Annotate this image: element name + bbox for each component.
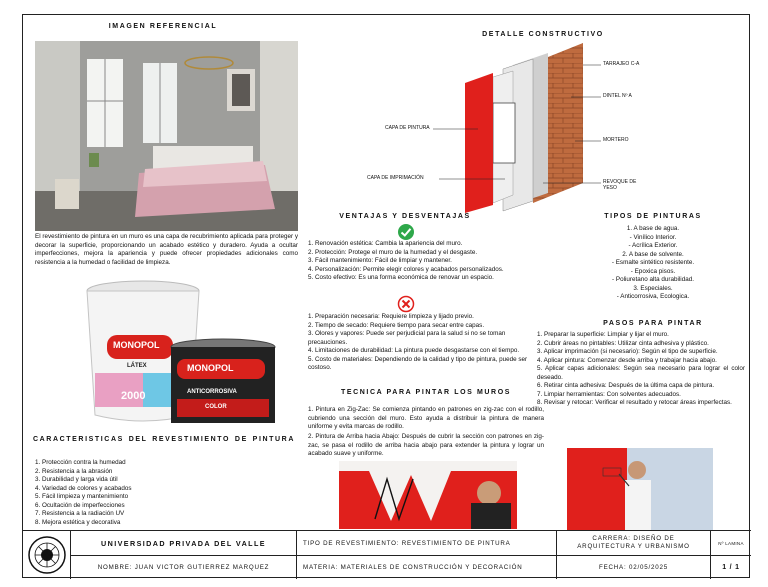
paint-products-photo — [83, 277, 283, 425]
list-item: 4. Aplicar pintura: Comenzar desde arriba y trabajar hacia abajo. — [537, 356, 717, 364]
check-icon — [397, 223, 415, 241]
list-item: 2. Resistencia a la abrasión — [35, 467, 113, 475]
list-item: 4. Limitaciones de durabilidad: La pintura puede desgastarse con el tiempo. — [308, 347, 520, 354]
can-line1: ANTICORROSIVA — [187, 389, 237, 395]
disadvantages-list — [308, 313, 544, 373]
university-name: UNIVERSIDAD PRIVADA DEL VALLE — [71, 531, 297, 555]
characteristics-list — [35, 459, 295, 527]
list-item: 5. Aplicar capas adicionales: Según sea necesario para lograr el color deseado. — [537, 365, 745, 381]
career: CARRERA: DISEÑO DE ARQUITECTURA Y URBANISMO — [557, 531, 711, 555]
sheet — [22, 14, 750, 578]
paint-types-list — [561, 225, 745, 302]
list-item: 3. Fácil mantenimiento: Fácil de limpiar y mantener. — [308, 257, 452, 264]
label-dintel: DINTEL Nº A — [603, 93, 632, 99]
bucket-brand: MONOPOL — [113, 340, 160, 350]
image-ref-title: IMAGEN REFERENCIAL — [108, 23, 218, 30]
intro-paragraph: El revestimiento de pintura en un muro es una capa de recubrimiento aplicada para proteger y decorar la superficie, proporcionando un acabado estético y duradero. Ayuda a ocultar imperfecciones, mejora la apariencia y puede ofrecer propiedades adicionales como resistencia a la humedad o facilidad de limpieza. — [35, 233, 298, 266]
sheet-number: 1 / 1 — [722, 563, 740, 571]
list-item: - Poliuretano alta durabilidad. — [612, 276, 694, 283]
bedroom-photo — [35, 41, 298, 231]
can-brand: MONOPOL — [187, 363, 234, 373]
sheet-label: Nº LAMINA — [718, 540, 744, 546]
label-capa-imprimacion: CAPA DE IMPRIMACIÓN — [367, 175, 424, 181]
university-seal-icon — [27, 535, 67, 575]
steps-list — [537, 331, 745, 408]
technique-step-1: 1. Pintura en Zig-Zac: Se comienza pintando en patrones en zig-zac con el rodillo, cubriendo una sección del muro. Esto ayuda a distribuir la pintura de manera uniforme y evita marcas de rodillo. — [308, 406, 544, 430]
list-item: 4. Variedad de colores y acabados — [35, 484, 132, 492]
list-item: 6. Retirar cinta adhesiva: Después de la última capa de pintura. — [537, 382, 715, 389]
list-item: 7. Resistencia a la radiación UV — [35, 510, 125, 517]
student-name: NOMBRE: JUAN VICTOR GUTIERREZ MARQUEZ — [71, 555, 297, 579]
cross-icon — [397, 295, 415, 313]
list-item: 2. A base de solvente. — [622, 250, 684, 258]
technique-step-2: 2. Pintura de Arriba hacia Abajo: Después de cubrir la sección con patrones en zig-zac, se pasa el rodillo de arriba hacia abajo para extender la pintura y lograr un acabado suave y uniforme. — [308, 433, 544, 457]
list-item: 1. Protección contra la humedad — [35, 459, 126, 466]
list-item: 3. Durabilidad y larga vida útil — [35, 476, 118, 483]
date: FECHA: 02/05/2025 — [557, 555, 711, 579]
technique-title: TECNICA PARA PINTAR LOS MUROS — [340, 389, 512, 396]
list-item: 8. Revisar y retocar: Verificar el resultado y retocar áreas imperfectas. — [537, 399, 732, 406]
list-item: 1. Preparación necesaria: Requiere limpieza y lijado previo. — [308, 313, 474, 320]
list-item: - Anticorrosiva, Ecologica. — [616, 293, 690, 300]
title-block — [23, 530, 751, 579]
subject: MATERIA: MATERIALES DE CONSTRUCCIÓN Y DECORACIÓN — [297, 555, 557, 579]
list-item: - Epoxica pisos. — [630, 267, 676, 275]
types-title: TIPOS DE PINTURAS — [604, 213, 702, 220]
list-item: 6. Ocultación de imperfecciones — [35, 501, 125, 509]
bucket-line: LÁTEX — [127, 363, 147, 369]
zigzag-painting-photo — [339, 461, 517, 529]
label-tarrajeo: TARRAJEO C-A — [603, 61, 640, 67]
construction-detail-diagram — [343, 43, 743, 213]
label-revoque: REVOQUE DE YESO — [603, 179, 637, 191]
list-item: 5. Costo efectivo: Es una forma económica de renovar un espacio. — [308, 274, 494, 281]
list-item: 2. Cubrir áreas no pintables: Utilizar cinta adhesiva y plástico. — [537, 339, 709, 347]
label-capa-pintura: CAPA DE PINTURA — [385, 125, 430, 131]
coating-type: TIPO DE REVESTIMIENTO: REVESTIMIENTO DE PINTURA — [297, 531, 557, 555]
list-item: 1. A base de agua. — [626, 225, 680, 232]
list-item: 5. Fácil limpieza y mantenimiento — [35, 493, 129, 500]
label-mortero: MORTERO — [603, 137, 629, 143]
list-item: - Esmalte sintético resistente. — [611, 259, 695, 266]
characteristics-title: CARACTERISTICAS DEL REVESTIMIENTO DE PINTURA — [33, 436, 295, 443]
list-item: 3. Especiales. — [633, 284, 673, 292]
title-block-divider — [71, 555, 751, 556]
list-item: - Acrílica Exterior. — [628, 242, 678, 249]
bucket-number: 2000 — [121, 390, 146, 402]
steps-title: PASOS PARA PINTAR — [603, 320, 703, 327]
detail-title: DETALLE CONSTRUCTIVO — [482, 31, 604, 38]
seal-cell — [23, 531, 71, 579]
advantages-list — [308, 240, 544, 283]
list-item: 3. Olores y vapores: Puede ser perjudicial para la salud si no se toman precauciones. — [308, 330, 506, 346]
list-item: 1. Renovación estética: Cambia la apariencia del muro. — [308, 240, 463, 247]
list-item: 2. Tiempo de secado: Requiere tiempo para secar entre capas. — [308, 321, 485, 329]
list-item: 3. Aplicar imprimación (si necesario): Según el tipo de superficie. — [537, 348, 718, 355]
painter-photo — [567, 448, 713, 530]
list-item: 7. Limpiar herramientas: Con solventes adecuados. — [537, 390, 681, 398]
list-item: 4. Personalización: Permite elegir colores y acabados personalizados. — [308, 265, 504, 273]
list-item: 1. Preparar la superficie: Limpiar y lijar el muro. — [537, 331, 669, 338]
list-item: - Vinílico Interior. — [629, 233, 677, 241]
list-item: 8. Mejora estética y decorativa — [35, 518, 121, 526]
list-item: 5. Costo de materiales: Dependiendo de la calidad y tipo de pintura, puede ser costoso. — [308, 355, 528, 371]
can-line2: COLOR — [205, 404, 227, 410]
list-item: 2. Protección: Protege el muro de la humedad y el desgaste. — [308, 248, 478, 256]
pros-cons-title: VENTAJAS Y DESVENTAJAS — [339, 213, 471, 220]
